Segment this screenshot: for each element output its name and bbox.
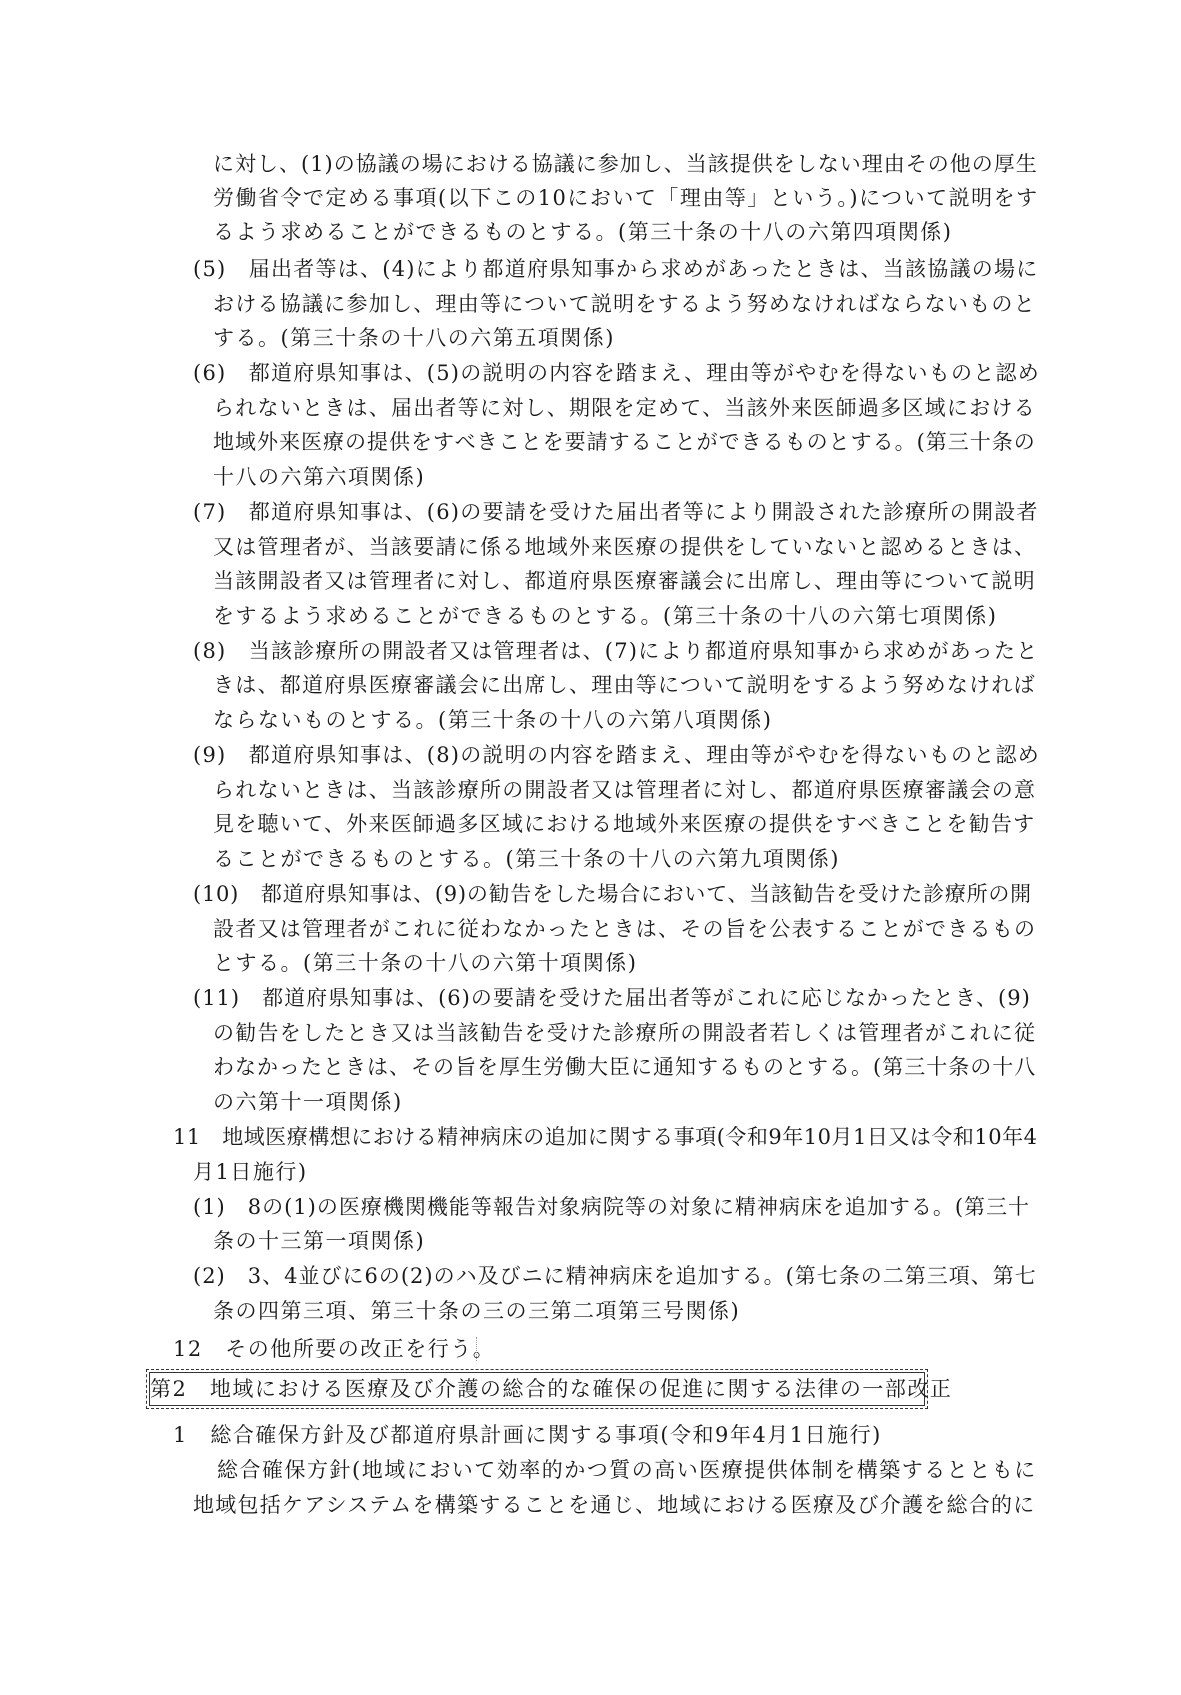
body-line: おける協議に参加し、理由等について説明をするよう努めなければならないものと: [213, 292, 1036, 316]
body-line: 又は管理者が、当該要請に係る地域外来医療の提供をしていないと認めるときは、: [213, 535, 1037, 559]
body-line: 見を聴いて、外来医師過多区域における地域外来医療の提供をすべきことを勧告す: [213, 812, 1036, 836]
body-line: (7) 都道府県知事は、(6)の要請を受けた届出者等により開設された診療所の開設者: [193, 500, 1039, 524]
body-line: られないときは、当該診療所の開設者又は管理者に対し、都道府県医療審議会の意: [213, 778, 1037, 802]
body-line: ならないものとする。(第三十条の十八の六第八項関係): [213, 708, 773, 732]
body-line: の六第十一項関係): [213, 1090, 403, 1114]
body-line: (2) 3、4並びに6の(2)のハ及びニに精神病床を追加する。(第七条の二第三項、第七: [193, 1264, 1037, 1288]
body-line: 設者又は管理者がこれに従わなかったときは、その旨を公表することができるもの: [213, 917, 1037, 941]
body-line: 条の四第三項、第三十条の三の三第二項第三号関係): [213, 1299, 741, 1323]
body-line: られないときは、届出者等に対し、期限を定めて、当該外来医師過多区域における: [213, 396, 1036, 420]
body-line: 労働省令で定める事項(以下この10において「理由等」という。)について説明をす: [213, 186, 1039, 210]
body-line: 地域外来医療の提供をすべきことを要請することができるものとする。(第三十条の: [213, 430, 1036, 454]
body-line: 条の十三第一項関係): [213, 1229, 426, 1253]
body-line: とする。(第三十条の十八の六第十項関係): [213, 951, 638, 975]
body-line: 総合確保方針(地域において効率的かつ質の高い医療提供体制を構築するとともに: [217, 1458, 1037, 1482]
body-line: 12 その他所要の改正を行う。: [173, 1337, 496, 1361]
body-line: 地域包括ケアシステムを構築することを通じ、地域における医療及び介護を総合的に: [193, 1493, 1036, 1517]
section-heading: 第2 地域における医療及び介護の総合的な確保の促進に関する法律の一部改正: [150, 1377, 953, 1401]
body-line: (11) 都道府県知事は、(6)の要請を受けた届出者等がこれに応じなかったとき、(9): [193, 986, 1031, 1010]
body-line: 11 地域医療構想における精神病床の追加に関する事項(令和9年10月1日又は令和10年4: [173, 1125, 1038, 1149]
body-line: (8) 当該診療所の開設者又は管理者は、(7)により都道府県知事から求めがあったと: [193, 639, 1039, 663]
subsection-title: 1 総合確保方針及び都道府県計画に関する事項(令和9年4月1日施行): [173, 1423, 882, 1447]
body-line: に対し、(1)の協議の場における協議に参加し、当該提供をしない理由その他の厚生: [213, 152, 1038, 176]
body-line: 月1日施行): [193, 1160, 308, 1184]
text-cursor-marker: [476, 1337, 478, 1361]
body-line: をするよう求めることができるものとする。(第三十条の十八の六第七項関係): [213, 604, 998, 628]
body-line: (6) 都道府県知事は、(5)の説明の内容を踏まえ、理由等がやむを得ないものと認め: [193, 361, 1040, 385]
body-line: わなかったときは、その旨を厚生労働大臣に通知するものとする。(第三十条の十八: [213, 1055, 1037, 1079]
body-line: きは、都道府県医療審議会に出席し、理由等について説明をするよう努めなければ: [213, 673, 1036, 697]
body-line: ることができるものとする。(第三十条の十八の六第九項関係): [213, 847, 840, 871]
body-line: 十八の六第六項関係): [213, 465, 426, 489]
body-line: する。(第三十条の十八の六第五項関係): [213, 326, 615, 350]
body-line: (9) 都道府県知事は、(8)の説明の内容を踏まえ、理由等がやむを得ないものと認め: [193, 743, 1040, 767]
body-line: (5) 届出者等は、(4)により都道府県知事から求めがあったときは、当該協議の場に: [193, 257, 1039, 281]
body-line: (10) 都道府県知事は、(9)の勧告をした場合において、当該勧告を受けた診療所の開: [193, 882, 1032, 906]
body-line: るよう求めることができるものとする。(第三十条の十八の六第四項関係): [213, 220, 953, 244]
body-line: の勧告をしたとき又は当該勧告を受けた診療所の開設者若しくは管理者がこれに従: [213, 1021, 1037, 1045]
body-line: (1) 8の(1)の医療機関機能等報告対象病院等の対象に精神病床を追加する。(第三十: [193, 1195, 1031, 1219]
body-line: 当該開設者又は管理者に対し、都道府県医療審議会に出席し、理由等について説明: [213, 569, 1036, 593]
